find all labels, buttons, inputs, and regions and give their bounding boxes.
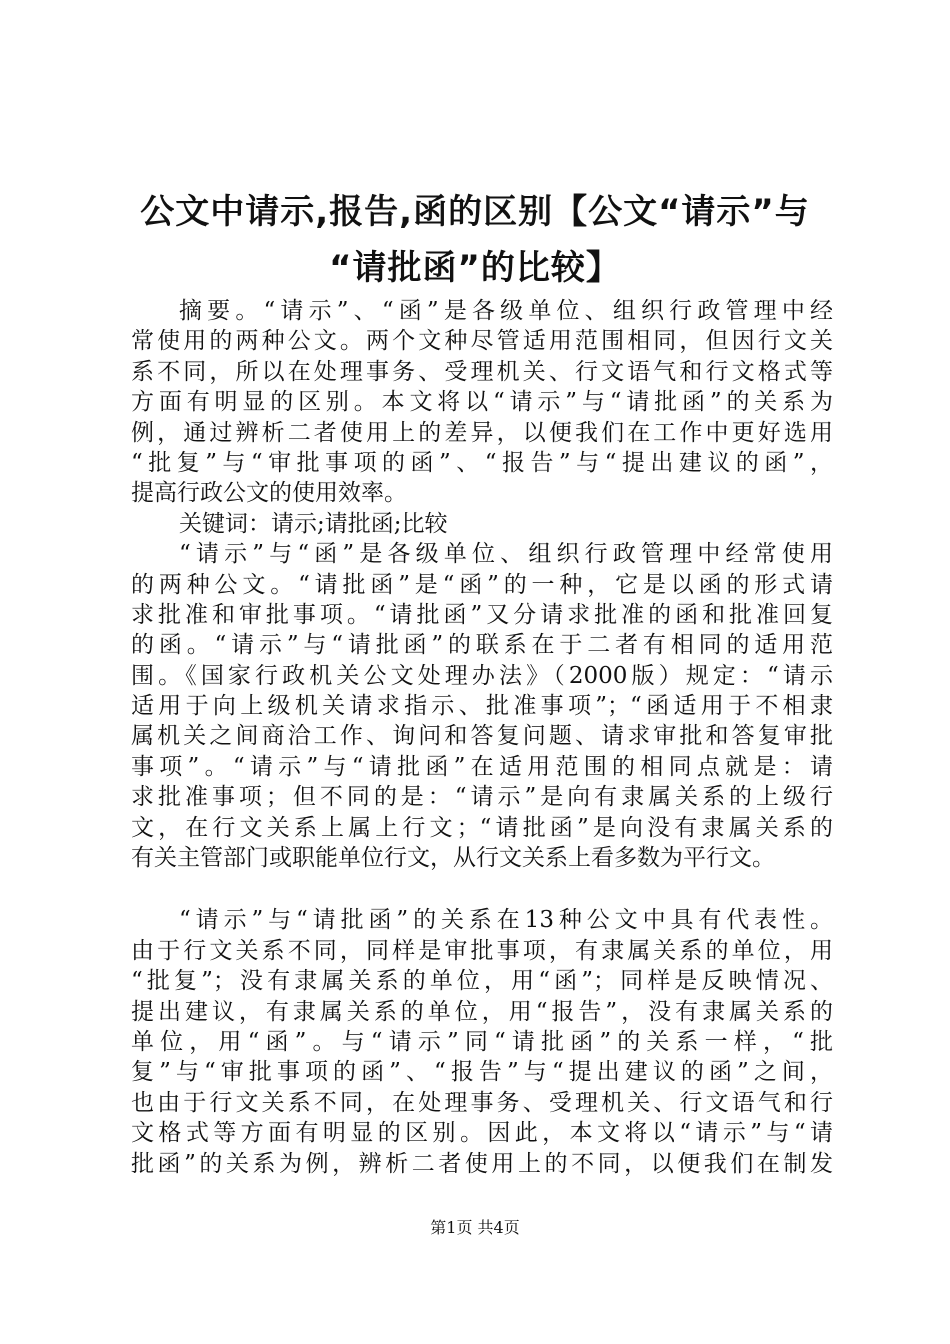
title-line: 公文中请示,报告,函的区别【公文“请示”与 xyxy=(140,192,810,232)
text-line: 复”与“审批事项的函”、“报告”与“提出建议的函”之间， xyxy=(131,1059,833,1086)
text-line: 批函”的关系为例，辨析二者使用上的不同，以便我们在制发 xyxy=(131,1150,833,1177)
text-line: “批复”；没有隶属关系的单位，用“函”；同样是反映情况、 xyxy=(131,968,833,995)
text-line: 文，在行文关系上属上行文；“请批函”是向没有隶属关系的 xyxy=(131,814,833,841)
keywords-paragraph xyxy=(131,509,833,539)
text-line: 文格式等方面有明显的区别。因此，本文将以“请示”与“请 xyxy=(131,1120,833,1147)
text-line: 摘要。“请示”、“函”是各级单位、组织行政管理中经 xyxy=(179,298,833,324)
page-number: 第1页 共4页 xyxy=(430,1218,520,1237)
body-paragraph xyxy=(131,539,833,873)
text-line: 方面有明显的区别。本文将以“请示”与“请批函”的关系为 xyxy=(131,389,833,416)
text-line: “请示”与“函”是各级单位、组织行政管理中经常使用 xyxy=(179,541,833,568)
paragraph-spacer xyxy=(131,873,833,905)
page-footer xyxy=(0,1218,950,1238)
text-line: 事项”。“请示”与“请批函”在适用范围的相同点就是：请 xyxy=(131,753,833,780)
text-line: 围。《国家行政机关公文处理办法》（2000版）规定：“请示 xyxy=(131,662,833,689)
text-line: “批复”与“审批事项的函”、“报告”与“提出建议的函”， xyxy=(131,449,833,476)
abstract-paragraph xyxy=(131,296,833,509)
text-line: 的两种公文。“请批函”是“函”的一种，它是以函的形式请 xyxy=(131,571,833,598)
text-line: 提高行政公文的使用效率。 xyxy=(131,480,407,507)
body-paragraph xyxy=(131,905,833,1179)
text-line: 单位，用“函”。与“请示”同“请批函”的关系一样，“批 xyxy=(131,1028,833,1055)
text-line: 关键词：请示;请批函;比较 xyxy=(179,510,448,537)
text-line: 有关主管部门或职能单位行文，从行文关系上看多数为平行文。 xyxy=(131,845,775,872)
text-line: 提出建议，有隶属关系的单位，用“报告”，没有隶属关系的 xyxy=(131,998,833,1025)
text-line: 系不同，所以在处理事务、受理机关、行文语气和行文格式等 xyxy=(131,358,833,385)
text-line: 适用于向上级机关请求指示、批准事项”；“函适用于不相隶 xyxy=(131,693,833,720)
title-line: “请批函”的比较】 xyxy=(329,248,621,288)
text-line: 求批准和审批事项。“请批函”又分请求批准的函和批准回复 xyxy=(131,601,833,628)
text-line: “请示”与“请批函”的关系在13种公文中具有代表性。 xyxy=(179,907,833,934)
text-line: 常使用的两种公文。两个文种尽管适用范围相同，但因行文关 xyxy=(131,328,833,355)
text-line: 的函。“请示”与“请批函”的联系在于二者有相同的适用范 xyxy=(131,632,833,659)
document-body xyxy=(131,296,833,1179)
document-title xyxy=(90,184,860,296)
text-line: 求批准事项；但不同的是：“请示”是向有隶属关系的上级行 xyxy=(131,784,833,811)
text-line: 属机关之间商洽工作、询问和答复问题、请求审批和答复审批 xyxy=(131,723,833,750)
text-line: 例，通过辨析二者使用上的差异，以便我们在工作中更好选用 xyxy=(131,419,833,446)
text-line: 由于行文关系不同，同样是审批事项，有隶属关系的单位，用 xyxy=(131,937,833,964)
text-line: 也由于行文关系不同，在处理事务、受理机关、行文语气和行 xyxy=(131,1089,833,1116)
